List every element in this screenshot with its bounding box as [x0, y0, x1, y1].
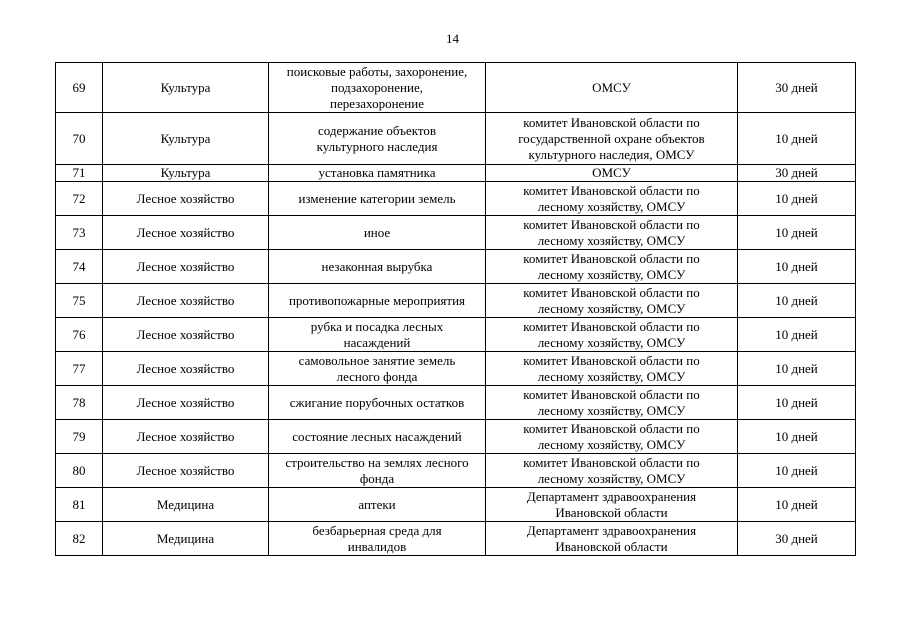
responsible-body-cell-line: лесному хозяйству, ОМСУ [537, 232, 686, 248]
term-cell: 10 дней [738, 454, 856, 488]
responsible-body-cell [486, 284, 738, 318]
topic-cell [269, 454, 486, 488]
term-cell: 10 дней [738, 386, 856, 420]
sphere-cell: Лесное хозяйство [103, 216, 269, 250]
topic-cell-line: рубка и посадка лесных [310, 318, 444, 334]
topic-cell-line: противопожарные мероприятия [288, 292, 466, 308]
topic-cell [269, 488, 486, 522]
term-cell: 10 дней [738, 216, 856, 250]
topic-cell [269, 386, 486, 420]
responsible-body-cell [486, 63, 738, 113]
responsible-body-cell-line: Ивановской области [555, 504, 668, 520]
sphere-cell: Лесное хозяйство [103, 420, 269, 454]
table-row [56, 454, 856, 488]
row-number: 69 [56, 63, 103, 113]
term-cell: 30 дней [738, 63, 856, 113]
topic-cell [269, 165, 486, 182]
topic-cell-line: содержание объектов [317, 122, 437, 138]
topic-cell [269, 113, 486, 165]
table-row [56, 352, 856, 386]
responsible-body-cell-line: комитет Ивановской области по [523, 216, 700, 232]
topic-cell-line: подзахоронение, [331, 79, 423, 95]
topic-cell-line: сжигание порубочных остатков [289, 394, 465, 410]
topic-cell-line: фонда [359, 470, 395, 486]
responsible-body-cell-line: комитет Ивановской области по [523, 352, 700, 368]
topic-cell-line: поисковые работы, захоронение, [286, 63, 468, 79]
responsible-body-cell [486, 250, 738, 284]
responsible-body-cell-line: Департамент здравоохранения [526, 522, 697, 538]
row-number: 79 [56, 420, 103, 454]
topic-cell-line: перезахоронение [330, 95, 424, 111]
topic-cell-line: инвалидов [347, 538, 407, 554]
responsible-body-cell [486, 165, 738, 182]
responsible-body-cell [486, 488, 738, 522]
responsible-body-cell-line: комитет Ивановской области по [523, 454, 700, 470]
responsible-body-cell [486, 113, 738, 165]
table-row [56, 386, 856, 420]
topic-cell-line: состояние лесных насаждений [292, 428, 462, 444]
row-number: 70 [56, 113, 103, 165]
topic-cell-line: иное [363, 224, 391, 240]
responsible-body-cell-line: культурного наследия, ОМСУ [528, 146, 695, 162]
responsible-body-cell-line: комитет Ивановской области по [523, 250, 700, 266]
responsible-body-cell-line: государственной охране объектов [518, 130, 705, 146]
topic-cell [269, 318, 486, 352]
row-number: 72 [56, 182, 103, 216]
topic-cell [269, 352, 486, 386]
term-cell: 10 дней [738, 488, 856, 522]
registry-table [55, 62, 856, 556]
table-row [56, 182, 856, 216]
table-row [56, 522, 856, 556]
responsible-body-cell-line: ОМСУ [592, 165, 631, 180]
row-number: 74 [56, 250, 103, 284]
term-cell: 10 дней [738, 420, 856, 454]
row-number: 80 [56, 454, 103, 488]
topic-cell-line: незаконная вырубка [321, 258, 433, 274]
responsible-body-cell [486, 522, 738, 556]
row-number: 82 [56, 522, 103, 556]
responsible-body-cell [486, 182, 738, 216]
topic-cell-line: лесного фонда [336, 368, 418, 384]
responsible-body-cell [486, 420, 738, 454]
responsible-body-cell-line: лесному хозяйству, ОМСУ [537, 402, 686, 418]
responsible-body-cell [486, 352, 738, 386]
topic-cell-line: культурного наследия [316, 138, 438, 154]
topic-cell [269, 284, 486, 318]
row-number: 76 [56, 318, 103, 352]
term-cell: 10 дней [738, 318, 856, 352]
responsible-body-cell [486, 386, 738, 420]
table-row [56, 318, 856, 352]
sphere-cell: Медицина [103, 488, 269, 522]
sphere-cell: Лесное хозяйство [103, 386, 269, 420]
topic-cell-line: установка памятника [318, 165, 436, 180]
table-row [56, 250, 856, 284]
responsible-body-cell [486, 216, 738, 250]
responsible-body-cell [486, 318, 738, 352]
sphere-cell: Культура [103, 63, 269, 113]
topic-cell [269, 420, 486, 454]
responsible-body-cell-line: лесному хозяйству, ОМСУ [537, 198, 686, 214]
table-row [56, 63, 856, 113]
topic-cell-line: безбарьерная среда для [312, 522, 442, 538]
sphere-cell: Культура [103, 113, 269, 165]
responsible-body-cell-line: комитет Ивановской области по [523, 318, 700, 334]
topic-cell [269, 250, 486, 284]
table-row [56, 113, 856, 165]
topic-cell-line: самовольное занятие земель [298, 352, 456, 368]
topic-cell [269, 216, 486, 250]
row-number: 73 [56, 216, 103, 250]
responsible-body-cell-line: комитет Ивановской области по [523, 284, 700, 300]
registry-table-body [56, 63, 856, 556]
responsible-body-cell-line: лесному хозяйству, ОМСУ [537, 436, 686, 452]
responsible-body-cell-line: комитет Ивановской области по [523, 386, 700, 402]
term-cell: 10 дней [738, 182, 856, 216]
row-number: 78 [56, 386, 103, 420]
sphere-cell: Культура [103, 165, 269, 182]
responsible-body-cell-line: лесному хозяйству, ОМСУ [537, 300, 686, 316]
topic-cell-line: насаждений [343, 334, 411, 350]
table-row [56, 165, 856, 182]
responsible-body-cell-line: комитет Ивановской области по [523, 182, 700, 198]
responsible-body-cell-line: лесному хозяйству, ОМСУ [537, 470, 686, 486]
term-cell: 10 дней [738, 352, 856, 386]
sphere-cell: Лесное хозяйство [103, 284, 269, 318]
responsible-body-cell-line: лесному хозяйству, ОМСУ [537, 368, 686, 384]
responsible-body-cell-line: комитет Ивановской области по [523, 420, 700, 436]
topic-cell [269, 182, 486, 216]
term-cell: 10 дней [738, 284, 856, 318]
responsible-body-cell [486, 454, 738, 488]
topic-cell-line: строительство на землях лесного [285, 454, 469, 470]
sphere-cell: Лесное хозяйство [103, 250, 269, 284]
sphere-cell: Медицина [103, 522, 269, 556]
table-row [56, 488, 856, 522]
page-number: 14 [446, 31, 459, 46]
table-row [56, 216, 856, 250]
table-row [56, 420, 856, 454]
responsible-body-cell-line: Департамент здравоохранения [526, 488, 697, 504]
table-row [56, 284, 856, 318]
topic-cell [269, 63, 486, 113]
term-cell: 30 дней [738, 522, 856, 556]
row-number: 71 [56, 165, 103, 182]
sphere-cell: Лесное хозяйство [103, 454, 269, 488]
term-cell: 10 дней [738, 250, 856, 284]
sphere-cell: Лесное хозяйство [103, 318, 269, 352]
row-number: 81 [56, 488, 103, 522]
topic-cell [269, 522, 486, 556]
term-cell: 10 дней [738, 113, 856, 165]
responsible-body-cell-line: комитет Ивановской области по [523, 114, 700, 130]
term-cell: 30 дней [738, 165, 856, 182]
row-number: 77 [56, 352, 103, 386]
topic-cell-line: аптеки [358, 496, 396, 512]
sphere-cell: Лесное хозяйство [103, 352, 269, 386]
topic-cell-line: изменение категории земель [298, 190, 456, 206]
sphere-cell: Лесное хозяйство [103, 182, 269, 216]
responsible-body-cell-line: лесному хозяйству, ОМСУ [537, 334, 686, 350]
row-number: 75 [56, 284, 103, 318]
responsible-body-cell-line: Ивановской области [555, 538, 668, 554]
responsible-body-cell-line: ОМСУ [592, 79, 631, 95]
responsible-body-cell-line: лесному хозяйству, ОМСУ [537, 266, 686, 282]
